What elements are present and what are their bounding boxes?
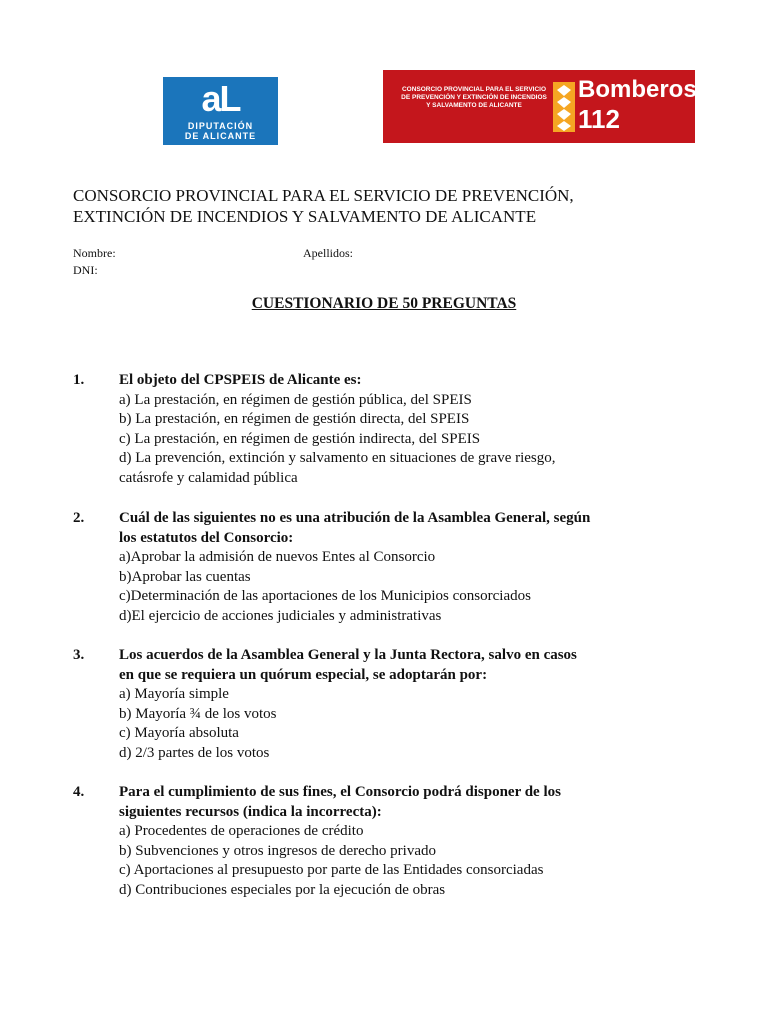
- answer-option: a) Procedentes de operaciones de crédito: [119, 823, 364, 840]
- consorcio-logo-text: [395, 86, 553, 110]
- diputacion-alicante-logo: [163, 77, 278, 145]
- question-text: Para el cumplimiento de sus fines, el Consorcio podrá disponer de los: [119, 784, 561, 800]
- answer-option: catásrofe y calamidad pública: [119, 469, 298, 486]
- question-body: [119, 509, 713, 627]
- dni-label: DNI:: [73, 263, 98, 277]
- logo-number: 112: [578, 104, 620, 134]
- question-number: 2.: [73, 510, 85, 526]
- answer-option: b) Mayoría ¾ de los votos: [119, 705, 277, 722]
- question-item: [73, 371, 713, 489]
- question-text: El objeto del CPSPEIS de Alicante es:: [119, 372, 362, 388]
- answer-option: d) 2/3 partes de los votos: [119, 744, 270, 761]
- apellidos-label: Apellidos:: [303, 246, 353, 260]
- question-item: [73, 783, 713, 901]
- consorcio-heading: [73, 185, 713, 227]
- answer-option: a) La prestación, en régimen de gestión pública, del SPEIS: [119, 391, 472, 408]
- heading-line-2: EXTINCIÓN DE INCENDIOS Y SALVAMENTO DE ALICANTE: [73, 207, 537, 226]
- answer-option: d)El ejercicio de acciones judiciales y administrativas: [119, 607, 442, 624]
- question-body: [119, 371, 713, 489]
- document-title: CUESTIONARIO DE 50 PREGUNTAS: [251, 295, 517, 312]
- answer-option: b)Aprobar las cuentas: [119, 568, 251, 585]
- question-text: Cuál de las siguientes no es una atribución de la Asamblea General, según: [119, 510, 591, 526]
- bomberos-112-logo: [383, 70, 695, 143]
- answer-option: b) La prestación, en régimen de gestión directa, del SPEIS: [119, 411, 470, 428]
- logo-text: [163, 121, 278, 141]
- question-number: 1.: [73, 372, 85, 388]
- answer-option: a) Mayoría simple: [119, 686, 229, 703]
- logo-mark: aL: [201, 78, 240, 119]
- answer-option: c) La prestación, en régimen de gestión indirecta, del SPEIS: [119, 430, 481, 447]
- answer-option: a)Aprobar la admisión de nuevos Entes al Consorcio: [119, 549, 436, 566]
- question-text: Los acuerdos de la Asamblea General y la Junta Rectora, salvo en casos: [119, 647, 577, 663]
- answer-option: b) Subvenciones y otros ingresos de derecho privado: [119, 842, 437, 859]
- question-item: [73, 646, 713, 764]
- logo-line-1: DIPUTACIÓN: [187, 121, 254, 131]
- logo-small-line-3: Y SALVAMENTO DE ALICANTE: [426, 102, 522, 109]
- logo-small-line-1: CONSORCIO PROVINCIAL PARA EL SERVICIO: [401, 86, 547, 93]
- question-number: 3.: [73, 647, 85, 663]
- question-item: [73, 509, 713, 627]
- question-text: los estatutos del Consorcio:: [119, 529, 294, 546]
- question-body: [119, 783, 713, 901]
- logo-line-2: DE ALICANTE: [184, 131, 257, 141]
- flame-badge-icon: [553, 82, 575, 132]
- answer-option: d) La prevención, extinción y salvamento en situaciones de grave riesgo,: [119, 450, 556, 467]
- nombre-label: Nombre:: [73, 246, 116, 260]
- question-text: siguientes recursos (indica la incorrecta):: [119, 803, 382, 820]
- question-body: [119, 646, 713, 764]
- answer-option: c)Determinación de las aportaciones de los Municipios consorciados: [119, 588, 531, 605]
- heading-line-1: CONSORCIO PROVINCIAL PARA EL SERVICIO DE PREVENCIÓN,: [73, 186, 574, 205]
- question-text: en que se requiera un quórum especial, se adoptarán por:: [119, 666, 488, 683]
- answer-option: c) Mayoría absoluta: [119, 725, 239, 742]
- logo-small-line-2: DE PREVENCIÓN Y EXTINCIÓN DE INCENDIOS: [401, 94, 547, 101]
- question-number: 4.: [73, 784, 85, 800]
- logo-brand: Bomberos: [578, 76, 697, 103]
- answer-option: c) Aportaciones al presupuesto por parte de las Entidades consorciadas: [119, 862, 544, 879]
- answer-option: d) Contribuciones especiales por la ejecución de obras: [119, 881, 446, 898]
